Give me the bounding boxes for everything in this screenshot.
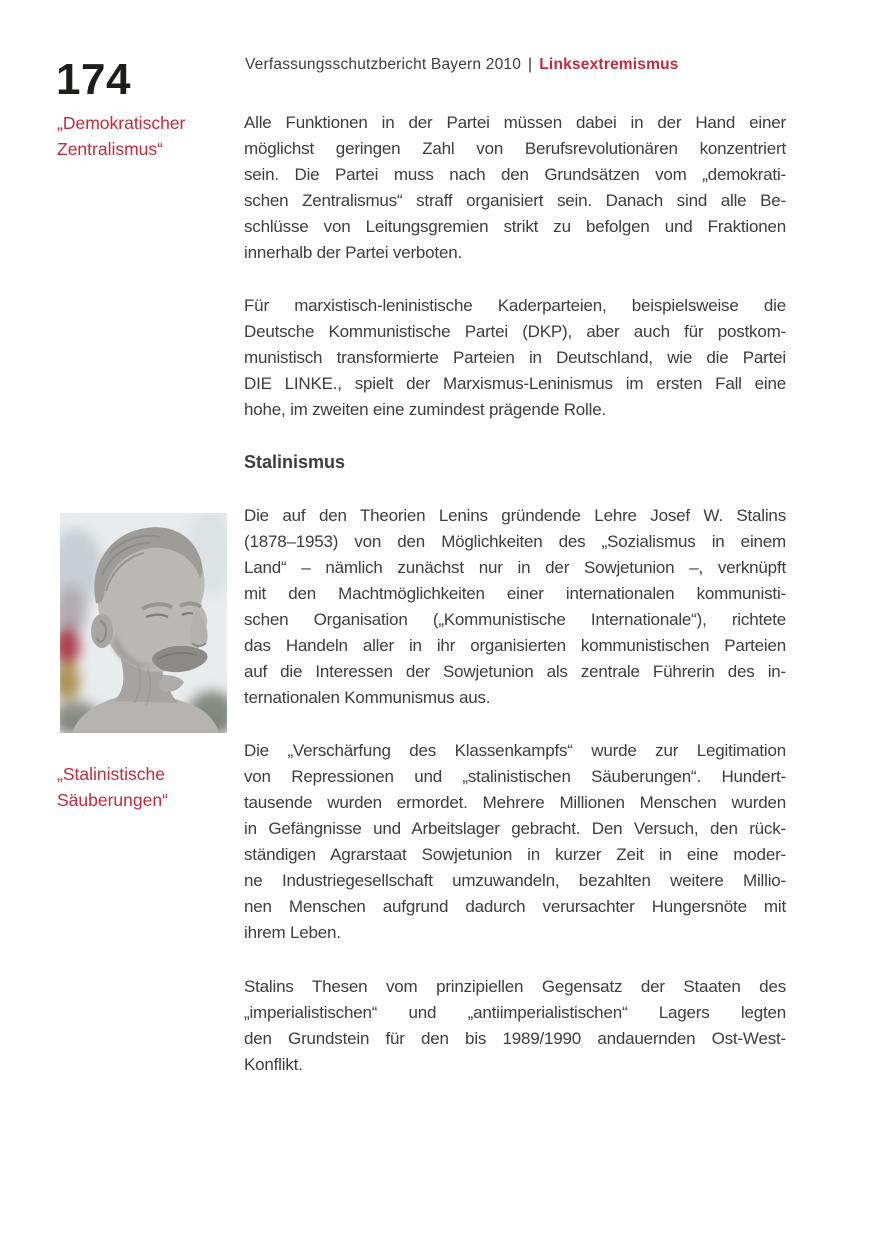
paragraph-line: Die „Verschärfung des Klassenkampfs“ wurde zur Legitimation [244, 741, 786, 760]
paragraph-line: mit den Machtmöglichkeiten einer internationalen kommunisti- [244, 584, 786, 603]
paragraph-line: schlüsse von Leitungsgremien strikt zu befolgen und Fraktionen [244, 217, 786, 236]
paragraph-line: Stalins Thesen vom prinzipiellen Gegensatz der Staaten des [244, 977, 786, 996]
paragraph-ost-west-konflikt [244, 974, 786, 1078]
paragraph-line: nen Menschen aufgrund dadurch verursachter Hungersnöte mit [244, 897, 786, 916]
paragraph-line: schen Organisation („Kommunistische Internationale“), richtete [244, 610, 786, 629]
page-header [245, 56, 679, 74]
margin-note-line: Zentralismus“ [57, 139, 163, 159]
paragraph-line: sein. Die Partei muss nach den Grundsätzen vom „demokrati- [244, 165, 786, 184]
paragraph-line: schen Zentralismus“ straff organisiert sein. Danach sind alle Be- [244, 191, 786, 210]
paragraph-line: Alle Funktionen in der Partei müssen dabei in der Hand einer [244, 113, 786, 132]
paragraph-line: ternationalen Kommunismus aus. [244, 688, 491, 707]
margin-note-demokratischer-zentralismus [57, 110, 242, 162]
paragraph-line: in Gefängnisse und Arbeitslager gebracht. Den Versuch, den rück- [244, 819, 786, 838]
paragraph-line: Für marxistisch-leninistische Kaderparteien, beispielsweise die [244, 296, 786, 315]
paragraph-line: (1878–1953) von den Möglichkeiten des „Sozialismus in einem [244, 532, 786, 551]
paragraph-line: von Repressionen und „stalinistischen Säuberungen“. Hundert- [244, 767, 786, 786]
paragraph-line: auf die Interessen der Sowjetunion als zentrale Führerin des in- [244, 662, 786, 681]
section-heading-stalinismus: Stalinismus [244, 452, 346, 472]
paragraph-kaderparteien [244, 293, 786, 423]
paragraph-stalin-lehre [244, 503, 786, 711]
paragraph-demokratischer-zentralismus [244, 110, 786, 266]
header-separator: | [528, 56, 533, 73]
header-report-title: Verfassungsschutzbericht Bayern 2010 [245, 56, 522, 73]
paragraph-klassenkampf [244, 738, 786, 946]
paragraph-line: Deutsche Kommunistische Partei (DKP), aber auch für postkom- [244, 322, 786, 341]
paragraph-line: hohe, im zweiten eine zumindest prägende Rolle. [244, 400, 606, 419]
page-number: 174 [56, 55, 131, 104]
paragraph-line: „imperialistischen“ und „antiimperialistischen“ Lagers legten [244, 1003, 786, 1022]
paragraph-line: ihrem Leben. [244, 923, 341, 942]
paragraph-line: tausende wurden ermordet. Mehrere Millionen Menschen wurden [244, 793, 786, 812]
margin-note-line: Säuberungen“ [57, 790, 168, 810]
header-section-linksextremismus: Linksextremismus [539, 56, 679, 73]
paragraph-line: Die auf den Theorien Lenins gründende Lehre Josef W. Stalins [244, 506, 786, 525]
stalin-bust-photo [60, 513, 227, 733]
paragraph-line: munistisch transformierte Parteien in Deutschland, wie die Partei [244, 348, 786, 367]
paragraph-line: DIE LINKE., spielt der Marxismus-Leninismus im ersten Fall eine [244, 374, 786, 393]
paragraph-line: Konflikt. [244, 1055, 303, 1074]
paragraph-line: ständigen Agrarstaat Sowjetunion in kurzer Zeit in eine moder- [244, 845, 786, 864]
margin-note-line: „Stalinistische [57, 764, 165, 784]
paragraph-line: innerhalb der Partei verboten. [244, 243, 462, 262]
paragraph-line: Land“ – nämlich zunächst nur in der Sowjetunion –, verknüpft [244, 558, 786, 577]
paragraph-line: das Handeln aller in ihr organisierten kommunistischen Parteien [244, 636, 786, 655]
margin-note-line: „Demokratischer [57, 113, 186, 133]
margin-note-stalinistische-saeuberungen [57, 761, 242, 813]
paragraph-line: den Grundstein für den bis 1989/1990 andauernden Ost-West- [244, 1029, 786, 1048]
paragraph-line: ne Industriegesellschaft umzuwandeln, bezahlten weitere Millio- [244, 871, 786, 890]
paragraph-line: möglichst geringen Zahl von Berufsrevolutionären konzentriert [244, 139, 786, 158]
